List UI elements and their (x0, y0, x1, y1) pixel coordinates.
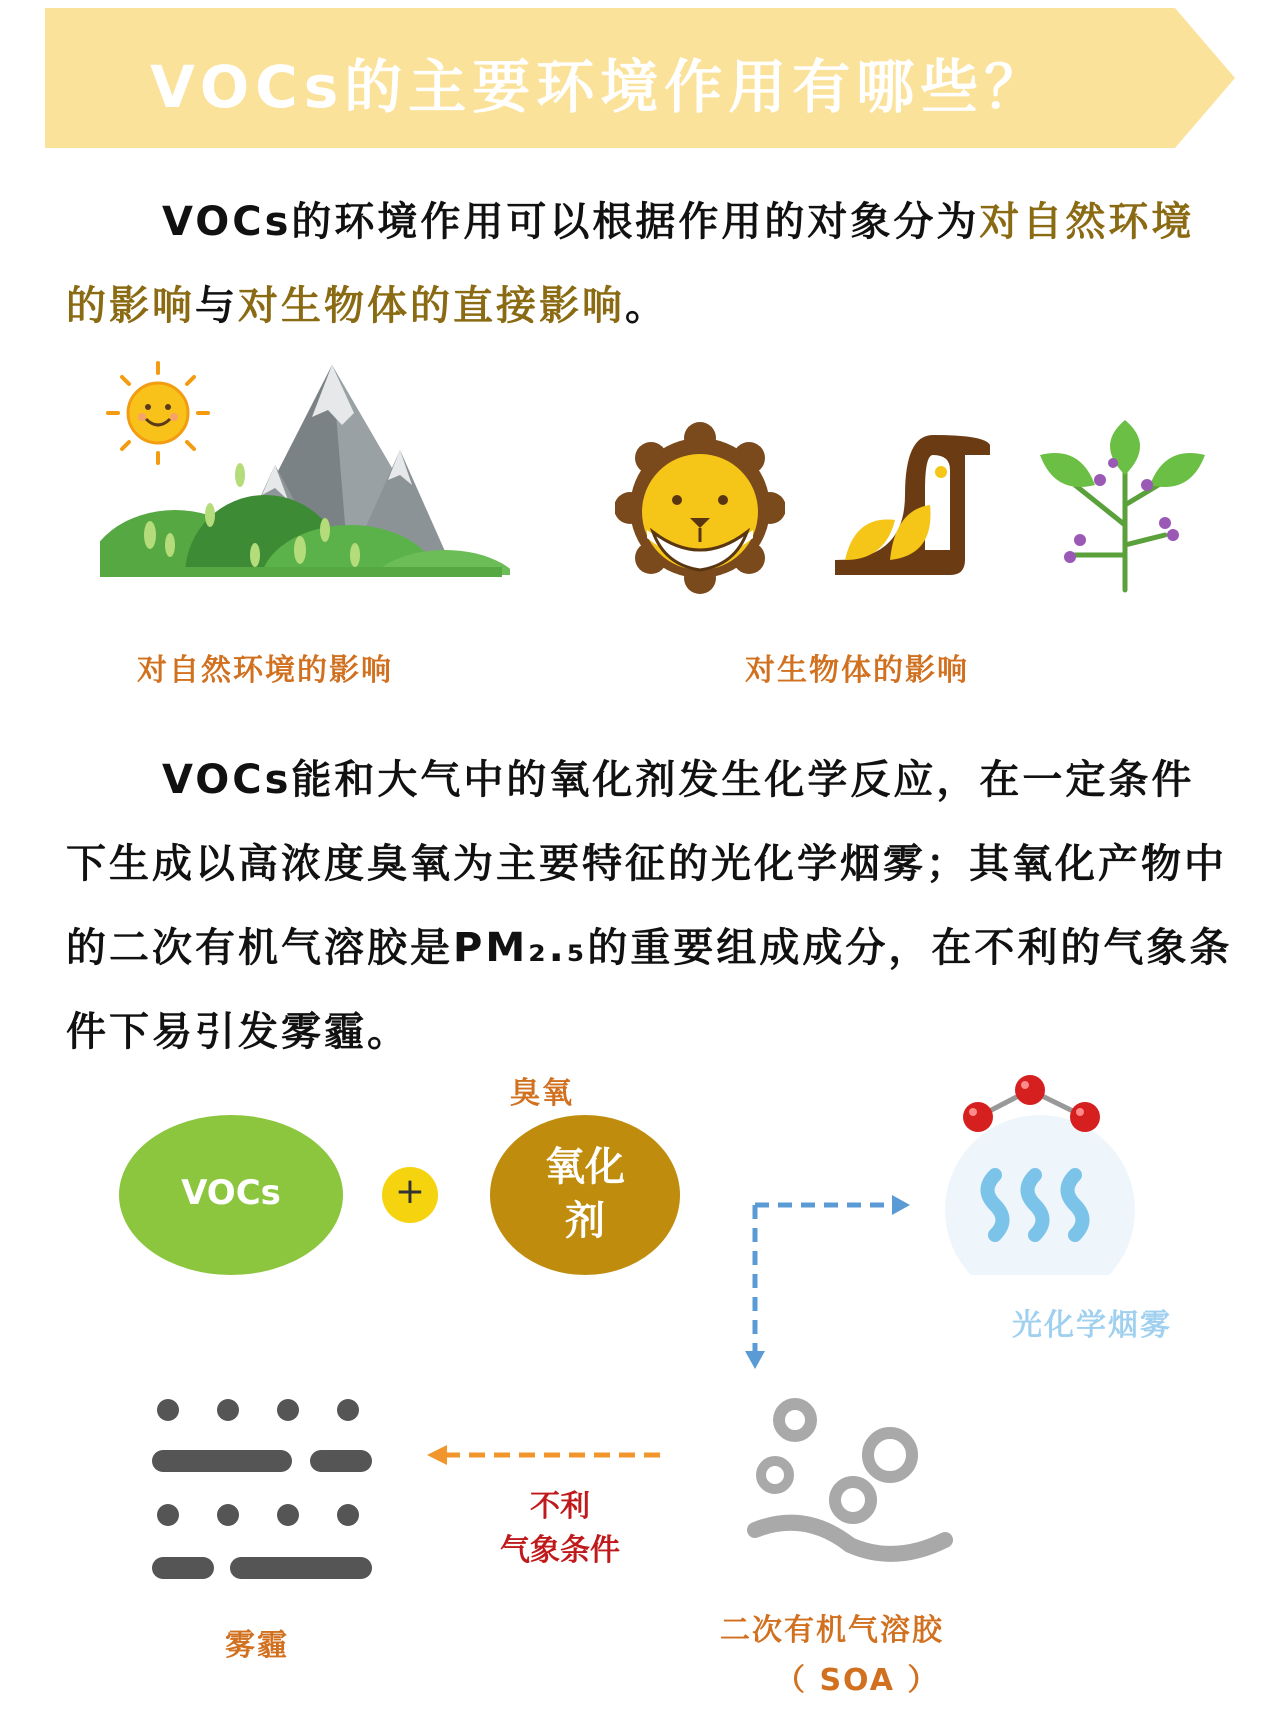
intro-highlight-nature: 对自然环境的影响 (66, 199, 1195, 329)
smog-icon (940, 1075, 1140, 1275)
blue-dashed-arrows (740, 1185, 920, 1375)
haze-label: 雾霾 (225, 1628, 289, 1663)
intro-mid: 与 (195, 283, 238, 329)
bird-sprout-icon (825, 430, 1000, 580)
oxidant-line1: 氧化 (545, 1144, 625, 1190)
lion-icon (615, 420, 785, 595)
intro-tail: 。 (625, 283, 668, 329)
nature-caption: 对自然环境的影响 (137, 653, 393, 688)
reaction-paragraph: VOCs能和大气中的氧化剂发生化学反应，在一定条件下生成以高浓度臭氧为主要特征的光化学烟雾；其氧化产物中的二次有机气溶胶是PM₂.₅的重要组成成分，在不利的气象条件下易引发雾霾。 (66, 757, 1233, 1055)
condition-label (480, 1485, 640, 1573)
ozone-label: 臭氧 (510, 1076, 574, 1111)
soa-abbr: （ SOA ） (775, 1663, 940, 1698)
arrow-left-head (427, 1445, 447, 1465)
smog-label: 光化学烟雾 (1012, 1308, 1172, 1343)
oxidant-label (490, 1140, 680, 1248)
intro-highlight-organism: 对生物体的直接影响 (238, 283, 625, 329)
condition-line1: 不利 (530, 1489, 590, 1524)
intro-lead: VOCs的环境作用可以根据作用的对象分为 (162, 199, 980, 245)
haze-icon (150, 1395, 375, 1595)
arrow-right-head (892, 1195, 910, 1215)
page-title: VOCs的主要环境作用有哪些？ (150, 53, 1049, 121)
sun-icon (108, 363, 208, 463)
soa-label: 二次有机气溶胶 (720, 1613, 944, 1648)
condition-line2: 气象条件 (500, 1533, 620, 1568)
intro-paragraph (66, 180, 1236, 348)
soa-aerosol-icon (745, 1395, 955, 1565)
orange-dashed-arrow (425, 1440, 665, 1470)
mountain-illustration (100, 355, 510, 620)
arrow-down-head (745, 1351, 765, 1369)
oxidant-line2: 剂 (565, 1198, 605, 1244)
vocs-label: VOCs (181, 1173, 281, 1213)
plant-icon (1035, 415, 1210, 595)
plus-label: + (394, 1171, 426, 1212)
organism-caption: 对生物体的影响 (745, 653, 969, 688)
